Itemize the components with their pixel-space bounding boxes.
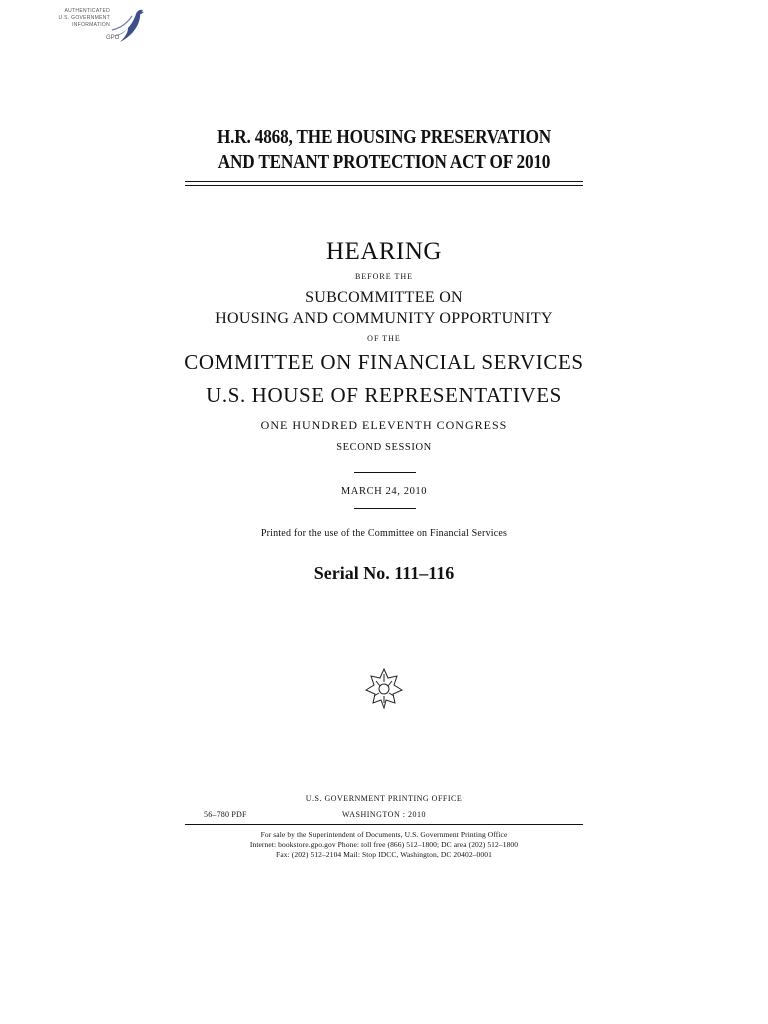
session-label: SECOND SESSION (336, 442, 432, 453)
logo-text-line-1: AUTHENTICATED (64, 8, 110, 14)
logo-gpo-mark: GPO (106, 35, 120, 41)
of-the-label: OF THE (367, 334, 401, 343)
document-number: 56–780 PDF (204, 810, 247, 819)
title-rule-top (185, 181, 583, 182)
title-rule-bottom (185, 185, 583, 186)
footer-rule (185, 824, 583, 825)
printed-for-note: Printed for the use of the Committee on Financial Services (260, 528, 508, 539)
congress-label: ONE HUNDRED ELEVENTH CONGRESS (260, 418, 508, 432)
committee-name: COMMITTEE ON FINANCIAL SERVICES (184, 350, 584, 374)
gpo-authenticated-logo (58, 6, 150, 46)
serial-number: Serial No. 111–116 (313, 563, 455, 583)
house-name: U.S. HOUSE OF REPRESENTATIVES (206, 383, 562, 407)
subcommittee-line-1: SUBCOMMITTEE ON (305, 289, 463, 306)
title-line-1: H.R. 4868, THE HOUSING PRESERVATION (216, 126, 552, 148)
date-rule-top (354, 472, 416, 473)
printing-office-label: U.S. GOVERNMENT PRINTING OFFICE (305, 794, 463, 803)
logo-text-line-2: U.S. GOVERNMENT (58, 15, 110, 21)
place-and-year: WASHINGTON : 2010 (342, 810, 426, 819)
before-the-label: BEFORE THE (354, 272, 414, 281)
hearing-heading: HEARING (326, 238, 442, 265)
sale-info-line-3: Fax: (202) 512–2104 Mail: Stop IDCC, Washington, DC 20402–0001 (276, 850, 492, 859)
sale-info-line-2: Internet: bookstore.gpo.gov Phone: toll free (866) 512–1800; DC area (202) 512–1800 (249, 840, 519, 849)
sale-info-line-1: For sale by the Superintendent of Documents, U.S. Government Printing Office (260, 830, 508, 839)
hearing-date: MARCH 24, 2010 (340, 486, 428, 497)
date-rule-bottom (354, 508, 416, 509)
title-line-2: AND TENANT PROTECTION ACT OF 2010 (217, 151, 551, 173)
gpo-star-ornament-icon (364, 666, 404, 710)
logo-text-line-3: INFORMATION (72, 22, 110, 28)
subcommittee-line-2: HOUSING AND COMMUNITY OPPORTUNITY (215, 310, 553, 327)
